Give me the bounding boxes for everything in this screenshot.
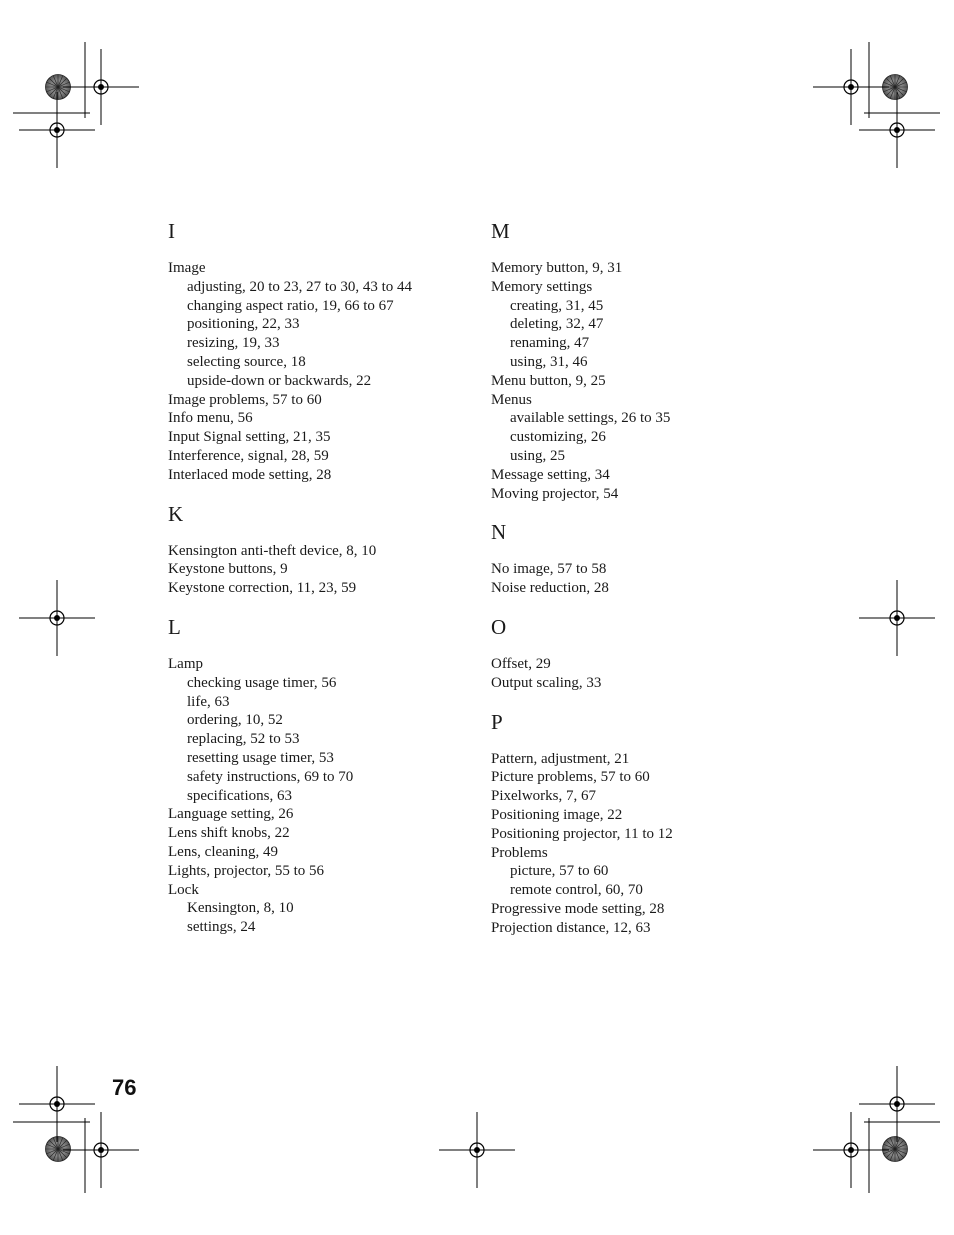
index-section	[491, 218, 791, 503]
index-subentry: renaming, 47	[510, 335, 590, 352]
index-entry: Interference, signal, 28, 59	[168, 447, 329, 464]
index-entry: Keystone correction, 11, 23, 59	[168, 580, 357, 597]
index-entry: Interlaced mode setting, 28	[168, 466, 332, 483]
index-subentry: selecting source, 18	[187, 353, 306, 370]
index-entry: Input Signal setting, 21, 35	[168, 429, 331, 446]
index-subentry: using, 31, 46	[510, 353, 588, 370]
index-entry: Lens shift knobs, 22	[168, 825, 290, 842]
index-entry: Offset, 29	[491, 655, 551, 672]
index-subentry: using, 25	[510, 447, 566, 464]
index-entry: Moving projector, 54	[491, 485, 619, 502]
index-subentry: checking usage timer, 56	[187, 674, 337, 691]
index-section	[168, 501, 468, 598]
index-entry: Keystone buttons, 9	[168, 561, 288, 578]
index-entry: Memory button, 9, 31	[491, 260, 623, 276]
index-subentry: creating, 31, 45	[510, 297, 604, 314]
index-subentry: deleting, 32, 47	[510, 316, 604, 333]
index-entry: Progressive mode setting, 28	[491, 900, 665, 917]
section-letter: M	[491, 219, 510, 243]
index-subentry: positioning, 22, 33	[187, 316, 300, 333]
section-letter: I	[168, 219, 175, 243]
index-entry: No image, 57 to 58	[491, 561, 607, 578]
index-subentry: changing aspect ratio, 19, 66 to 67	[187, 297, 394, 314]
section-letter: O	[491, 614, 507, 639]
index-section	[168, 614, 468, 937]
section-letter: K	[168, 501, 184, 526]
index-entry: Menu button, 9, 25	[491, 372, 606, 389]
index-subentry: replacing, 52 to 53	[187, 731, 300, 748]
index-subentry: Kensington, 8, 10	[187, 900, 294, 917]
index-subentry: life, 63	[187, 693, 230, 710]
index-column-right	[491, 213, 791, 954]
index-subentry: resetting usage timer, 53	[187, 749, 334, 766]
index-entry: Positioning image, 22	[491, 806, 623, 823]
index-entry: Output scaling, 33	[491, 674, 602, 691]
index-subentry: adjusting, 20 to 23, 27 to 30, 43 to 44	[187, 278, 412, 295]
index-subentry: picture, 57 to 60	[510, 863, 609, 880]
index-subentry: ordering, 10, 52	[187, 712, 283, 729]
index-section	[491, 519, 791, 598]
index-entry: Pattern, adjustment, 21	[491, 750, 630, 767]
section-letter: N	[491, 520, 507, 545]
index-entry: Noise reduction, 28	[491, 580, 609, 597]
index-entry: Menus	[491, 391, 532, 408]
index-column-left	[168, 213, 468, 953]
index-entry: Lock	[168, 881, 199, 898]
page-number: 76	[112, 1075, 137, 1100]
index-entry: Picture problems, 57 to 60	[491, 769, 650, 786]
index-entry: Image	[168, 260, 206, 276]
index-subentry: safety instructions, 69 to 70	[187, 768, 354, 785]
index-entry: Language setting, 26	[168, 806, 294, 823]
index-entry: Message setting, 34	[491, 466, 610, 483]
index-subentry: available settings, 26 to 35	[510, 410, 671, 427]
index-subentry: customizing, 26	[510, 429, 606, 446]
index-subentry: upside-down or backwards, 22	[187, 372, 372, 389]
index-subentry: resizing, 19, 33	[187, 335, 280, 352]
index-entry: Kensington anti-theft device, 8, 10	[168, 542, 377, 559]
index-section	[491, 614, 791, 693]
index-entry: Pixelworks, 7, 67	[491, 788, 596, 805]
index-section	[168, 218, 468, 485]
index-entry: Info menu, 56	[168, 410, 253, 427]
index-entry: Image problems, 57 to 60	[168, 391, 322, 408]
index-section	[491, 709, 791, 938]
index-subentry: remote control, 60, 70	[510, 882, 643, 899]
index-entry: Lights, projector, 55 to 56	[168, 862, 325, 879]
index-entry: Lens, cleaning, 49	[168, 843, 278, 860]
index-entry: Problems	[491, 844, 548, 861]
index-entry: Memory settings	[491, 278, 593, 295]
index-entry: Lamp	[168, 655, 203, 672]
index-subentry: specifications, 63	[187, 787, 292, 804]
section-letter: L	[168, 614, 181, 639]
index-entry: Positioning projector, 11 to 12	[491, 825, 673, 842]
section-letter: P	[491, 709, 503, 734]
index-subentry: settings, 24	[187, 919, 256, 936]
index-entry: Projection distance, 12, 63	[491, 919, 651, 936]
